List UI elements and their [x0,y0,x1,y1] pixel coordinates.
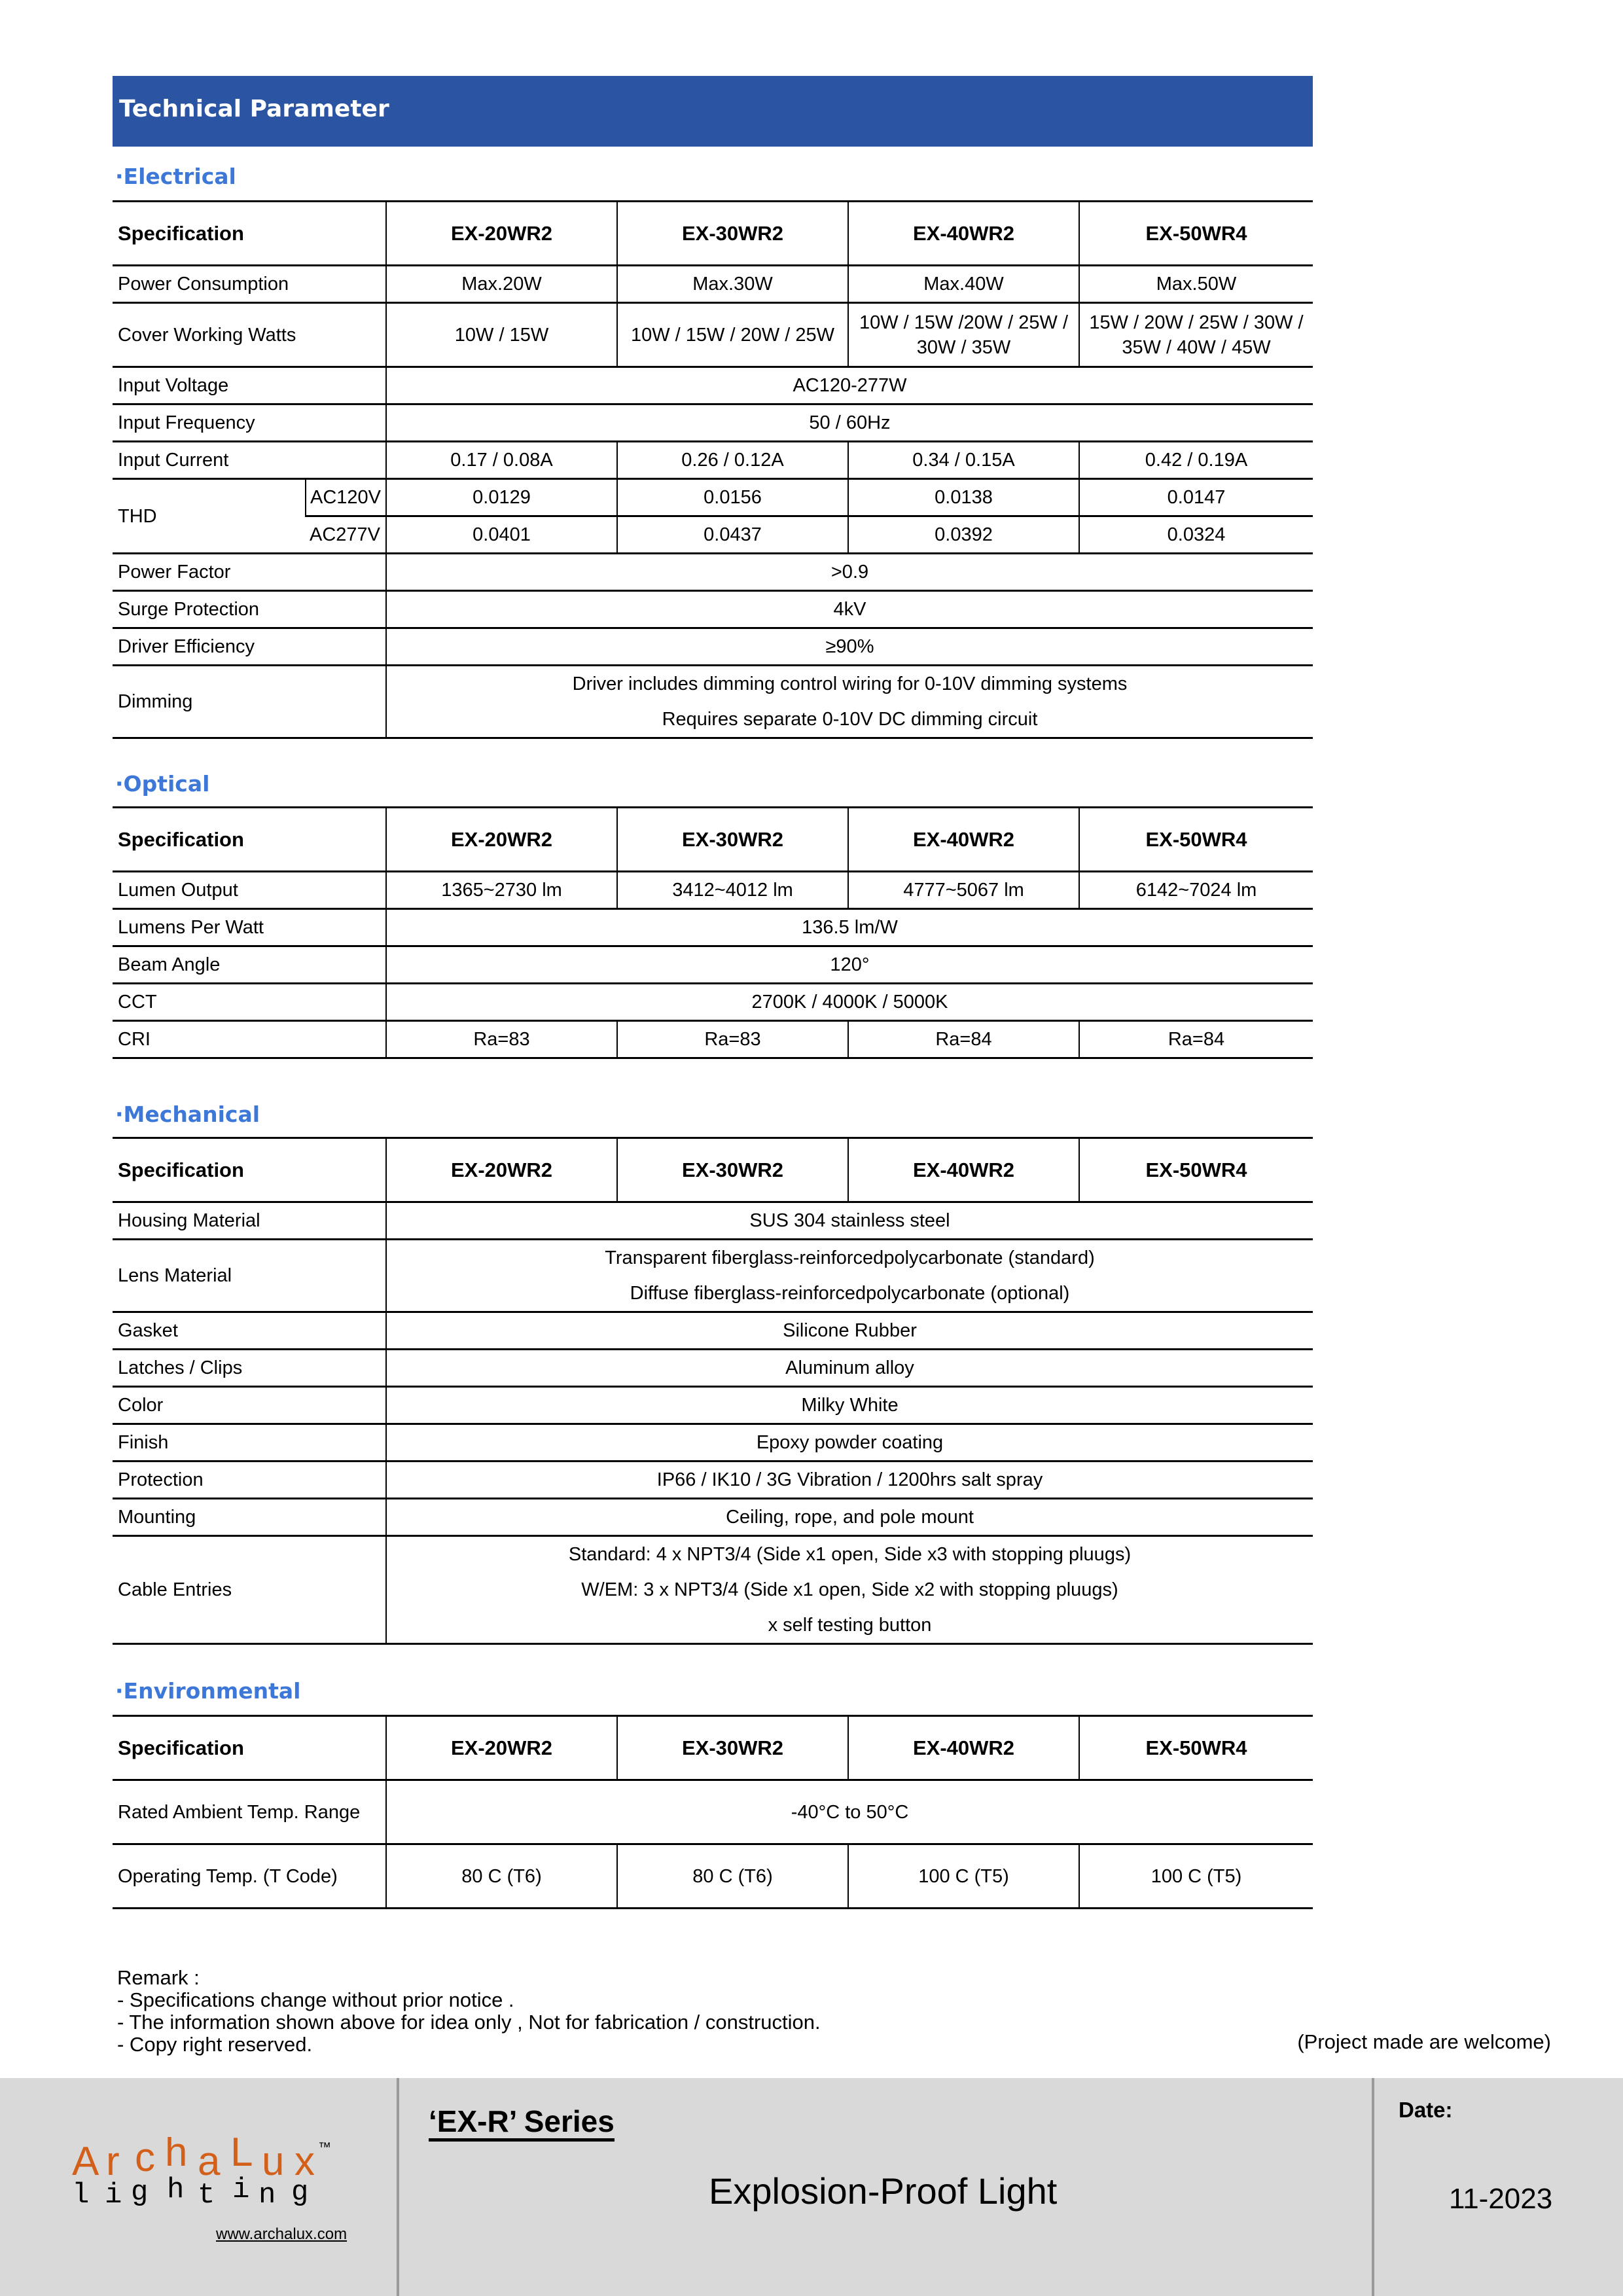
sub-label: AC120V [306,479,386,516]
value-cell [386,984,1313,1021]
table-row [113,367,1313,404]
table-header-row [113,808,1313,872]
value-cell: Ra=84 [848,1021,1079,1058]
section-label-optical: ·Optical [115,771,210,797]
value-line: Ceiling, rope, and pole mount [726,1507,974,1528]
value-line: 2700K / 4000K / 5000K [751,992,948,1013]
row-label: Cable Entries [113,1536,386,1644]
value-cell: 100 C (T5) [1079,1844,1313,1909]
table-row [113,984,1313,1021]
value-cell [386,1387,1313,1424]
value-line: 136.5 lm/W [802,917,898,938]
value-line: Milky White [801,1395,899,1416]
model-header: EX-20WR2 [386,808,617,872]
value-cell: Max.30W [617,266,848,303]
model-header: EX-30WR2 [617,808,848,872]
row-label: THD [113,479,306,554]
value-cell [386,1350,1313,1387]
value-line: >0.9 [830,562,869,583]
remarks-heading: Remark : [117,1966,200,1989]
model-header: EX-40WR2 [848,1138,1079,1202]
row-label: Latches / Clips [113,1350,386,1387]
value-cell: 80 C (T6) [386,1844,617,1909]
model-header: EX-20WR2 [386,1138,617,1202]
table-row [113,1844,1313,1909]
value-cell: 6142~7024 lm [1079,872,1313,909]
value-cell: 0.17 / 0.08A [386,442,617,479]
row-label: Protection [113,1462,386,1499]
model-header: EX-40WR2 [848,202,1079,266]
value-cell: 0.0324 [1079,516,1313,554]
svg-text:L: L [230,2137,253,2175]
value-cell: 100 C (T5) [848,1844,1079,1909]
row-label: Housing Material [113,1202,386,1240]
row-label: Dimming [113,666,386,738]
row-label: Cover Working Watts [113,303,386,367]
row-label: CCT [113,984,386,1021]
model-header: EX-30WR2 [617,1138,848,1202]
value-cell: 0.0129 [386,479,617,516]
value-cell: Max.20W [386,266,617,303]
value-cell [386,909,1313,946]
model-header: EX-20WR2 [386,1716,617,1780]
value-cell: Max.40W [848,266,1079,303]
table-row [113,1350,1313,1387]
svg-text:n: n [259,2179,276,2212]
value-line: ≥90% [825,636,874,657]
table-row [113,666,1313,738]
table-row [113,479,1313,516]
value-cell: 10W / 15W /20W / 25W / 30W / 35W [848,303,1079,367]
value-cell [386,1312,1313,1350]
value-cell: 0.0156 [617,479,848,516]
svg-text:c: c [135,2137,155,2180]
value-cell [386,1499,1313,1536]
value-line: Diffuse fiberglass-reinforcedpolycarbonate (optional) [630,1283,1070,1304]
value-cell: 3412~4012 lm [617,872,848,909]
svg-text:i: i [105,2179,122,2212]
table-row [113,1240,1313,1312]
value-cell [386,1780,1313,1844]
row-label: Mounting [113,1499,386,1536]
value-cell: Ra=83 [617,1021,848,1058]
row-label: Color [113,1387,386,1424]
row-label: Beam Angle [113,946,386,984]
value-line: Silicone Rubber [783,1320,917,1341]
row-label: Lumens Per Watt [113,909,386,946]
section-label-environmental: ·Environmental [115,1678,301,1704]
row-label: Lumen Output [113,872,386,909]
value-cell [386,666,1313,738]
table-row [113,591,1313,628]
table-row [113,442,1313,479]
svg-text:h: h [167,2174,185,2206]
value-cell: 0.0138 [848,479,1079,516]
svg-text:i: i [232,2174,250,2206]
remarks [117,1967,821,2056]
section-label-mechanical: ·Mechanical [115,1102,260,1127]
value-cell: 0.0437 [617,516,848,554]
remark-item: - The information shown above for idea only , Not for fabrication / construction. [117,2011,821,2034]
value-line: 4kV [833,599,866,620]
table-row [113,946,1313,984]
value-cell [386,1424,1313,1462]
value-cell [386,628,1313,666]
table-row [113,1424,1313,1462]
model-header: EX-30WR2 [617,202,848,266]
spec-header: Specification [113,808,386,872]
divider [1372,2078,1374,2296]
row-label: Rated Ambient Temp. Range [113,1780,386,1844]
table-header-row [113,1716,1313,1780]
table-row [113,872,1313,909]
value-cell: 0.42 / 0.19A [1079,442,1313,479]
table-row [113,1202,1313,1240]
svg-text:g: g [291,2176,309,2209]
value-cell [386,367,1313,404]
value-cell [386,1202,1313,1240]
table-row [113,1462,1313,1499]
spec-header: Specification [113,1138,386,1202]
series-title: ‘EX-R’ Series [429,2104,615,2142]
value-cell: 0.0401 [386,516,617,554]
row-label: Finish [113,1424,386,1462]
archalux-logo [72,2137,373,2215]
model-header: EX-50WR4 [1079,808,1313,872]
table-row [113,1536,1313,1644]
table-row [113,1780,1313,1844]
model-header: EX-40WR2 [848,1716,1079,1780]
svg-text:A: A [72,2139,99,2184]
spec-table-mechanical [113,1137,1313,1645]
value-cell: 10W / 15W [386,303,617,367]
table-row [113,628,1313,666]
value-line: Standard: 4 x NPT3/4 (Side x1 open, Side x3 with stopping pluugs) [568,1544,1132,1565]
table-row [113,404,1313,442]
value-line: Epoxy powder coating [756,1432,944,1453]
row-label: Input Frequency [113,404,386,442]
sub-label: AC277V [306,516,386,554]
value-cell [386,1240,1313,1312]
model-header: EX-50WR4 [1079,1716,1313,1780]
model-header: EX-50WR4 [1079,202,1313,266]
model-header: EX-30WR2 [617,1716,848,1780]
value-line: IP66 / IK10 / 3G Vibration / 1200hrs salt spray [656,1469,1043,1490]
date-value: 11-2023 [1449,2183,1553,2215]
value-cell: Ra=83 [386,1021,617,1058]
date-label: Date: [1399,2098,1453,2122]
value-cell [386,554,1313,591]
value-cell [386,591,1313,628]
row-label: CRI [113,1021,386,1058]
project-note: (Project made are welcome) [1297,2030,1551,2053]
remark-item: - Copy right reserved. [117,2033,313,2056]
table-row [113,1021,1313,1058]
value-cell: 15W / 20W / 25W / 30W / 35W / 40W / 45W [1079,303,1313,367]
spec-table-electrical [113,200,1313,739]
value-line: 120° [830,954,870,975]
value-line: Aluminum alloy [785,1357,914,1378]
row-label: Power Consumption [113,266,386,303]
value-line: x self testing button [768,1615,932,1636]
svg-text:™: ™ [318,2140,331,2155]
value-cell: 80 C (T6) [617,1844,848,1909]
svg-text:g: g [131,2176,149,2209]
spec-header: Specification [113,1716,386,1780]
table-row [113,303,1313,367]
value-line: Transparent fiberglass-reinforcedpolycarbonate (standard) [605,1247,1095,1268]
model-header: EX-50WR4 [1079,1138,1313,1202]
table-row [113,1387,1313,1424]
product-name: Explosion-Proof Light [709,2170,1058,2212]
model-header: EX-40WR2 [848,808,1079,872]
value-cell: 1365~2730 lm [386,872,617,909]
value-cell [386,1536,1313,1644]
remark-item: - Specifications change without prior notice . [117,1988,514,2011]
value-cell: 4777~5067 lm [848,872,1079,909]
svg-text:h: h [165,2137,188,2175]
value-cell [386,1462,1313,1499]
table-header-row [113,1138,1313,1202]
table-row [113,1499,1313,1536]
table-row [113,554,1313,591]
value-line: -40°C to 50°C [791,1801,909,1823]
value-cell: 0.26 / 0.12A [617,442,848,479]
website-link[interactable]: www.archalux.com [216,2225,348,2243]
svg-text:t: t [198,2179,215,2212]
spec-table-optical [113,806,1313,1059]
value-cell: 0.34 / 0.15A [848,442,1079,479]
value-line: Driver includes dimming control wiring for 0-10V dimming systems [572,673,1128,694]
value-cell: 0.0147 [1079,479,1313,516]
value-line: SUS 304 stainless steel [749,1210,950,1231]
value-line: 50 / 60Hz [809,412,891,433]
value-line: Requires separate 0-10V DC dimming circuit [662,709,1038,730]
spec-table-environmental [113,1715,1313,1909]
value-cell: Max.50W [1079,266,1313,303]
svg-text:x: x [294,2139,315,2184]
row-label: Operating Temp. (T Code) [113,1844,386,1909]
row-label: Driver Efficiency [113,628,386,666]
svg-text:u: u [262,2139,285,2184]
svg-text:a: a [198,2139,221,2184]
value-cell [386,404,1313,442]
row-label: Input Current [113,442,386,479]
value-cell: Ra=84 [1079,1021,1313,1058]
value-cell: 0.0392 [848,516,1079,554]
value-line: AC120-277W [793,375,907,396]
row-label: Input Voltage [113,367,386,404]
section-label-electrical: ·Electrical [115,164,236,189]
value-line: W/EM: 3 x NPT3/4 (Side x1 open, Side x2 with stopping pluugs) [581,1579,1118,1600]
table-row [113,909,1313,946]
table-row [113,1312,1313,1350]
footer [0,2078,1623,2296]
model-header: EX-20WR2 [386,202,617,266]
row-label: Power Factor [113,554,386,591]
svg-text:r: r [106,2139,120,2184]
table-header-row [113,202,1313,266]
row-label: Lens Material [113,1240,386,1312]
svg-text:l: l [72,2179,90,2212]
value-cell: 10W / 15W / 20W / 25W [617,303,848,367]
spec-header: Specification [113,202,386,266]
row-label: Surge Protection [113,591,386,628]
value-cell [386,946,1313,984]
table-row [113,266,1313,303]
row-label: Gasket [113,1312,386,1350]
divider [397,2078,399,2296]
title-banner: Technical Parameter [113,76,1313,147]
